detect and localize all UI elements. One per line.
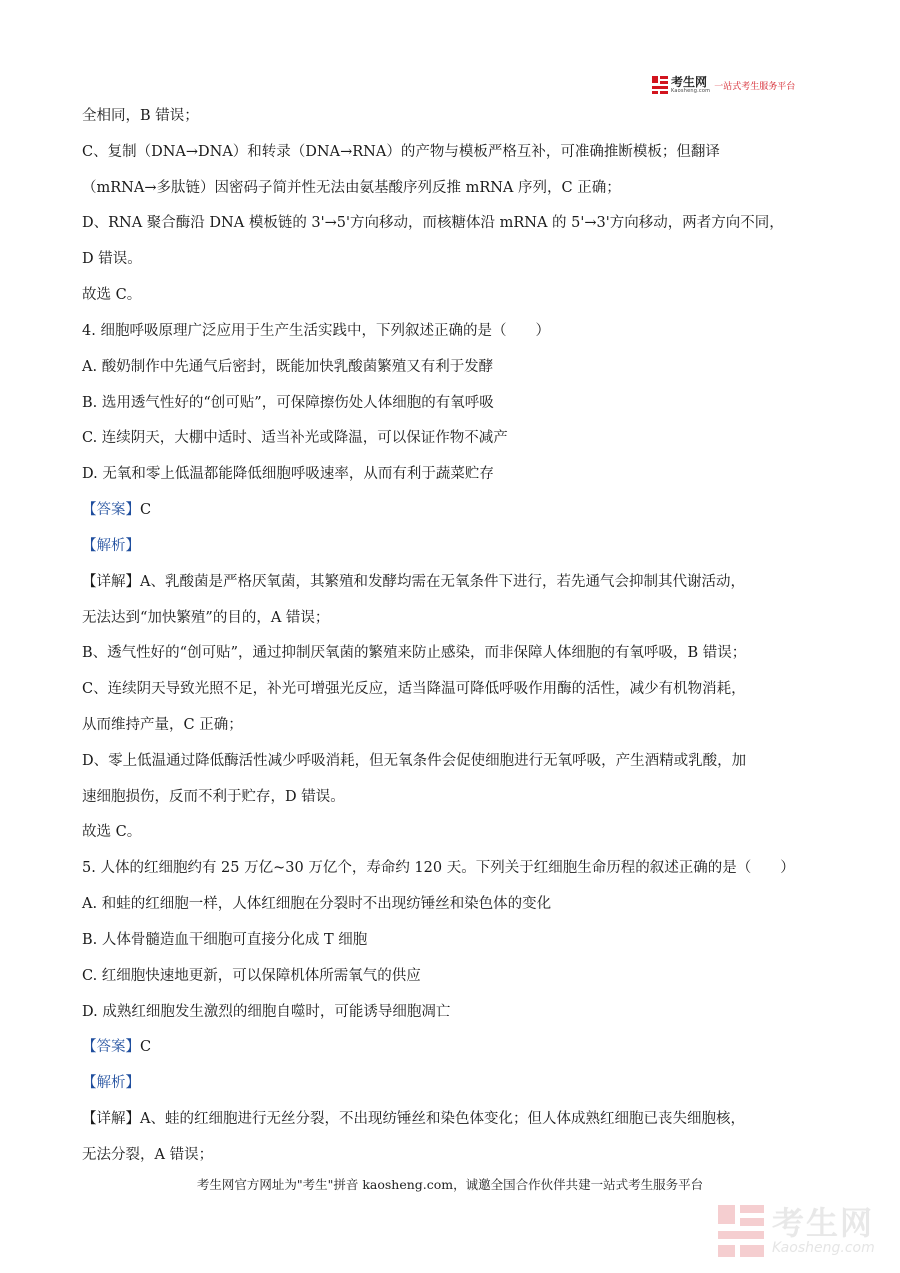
- question-5-option-c: C. 红细胞快速地更新，可以保障机体所需氧气的供应: [82, 968, 421, 984]
- text-line: 无法达到“加快繁殖”的目的，A 错误；: [82, 610, 330, 626]
- answer-value: C: [140, 502, 152, 518]
- detail-text: A、乳酸菌是严格厌氧菌，其繁殖和发酵均需在无氧条件下进行，若先通气会抑制其代谢活动，: [140, 574, 745, 590]
- page-footer: 考生网官方网址为"考生"拼音 kaosheng.com，诚邀全国合作伙伴共建一站式考生服务平台: [196, 1177, 704, 1192]
- question-5-stem: 5. 人体的红细胞约有 25 万亿~30 万亿个，寿命约 120 天。下列关于红细胞生命历程的叙述正确的是（ ）: [82, 860, 795, 876]
- answer-tag: 【答案】: [82, 502, 140, 518]
- question-5-option-a: A. 和蛙的红细胞一样，人体红细胞在分裂时不出现纺锤丝和染色体的变化: [82, 896, 552, 912]
- text-line: 无法分裂，A 错误；: [82, 1147, 214, 1163]
- analysis-line-q5: [82, 1071, 140, 1095]
- question-4-option-a: A. 酸奶制作中先通气后密封，既能加快乳酸菌繁殖又有利于发酵: [82, 359, 494, 375]
- kaosheng-watermark-icon: [718, 1205, 764, 1257]
- kaosheng-logo-icon: [652, 76, 668, 94]
- logo-name: 考生网: [671, 74, 708, 89]
- watermark-name: 考生网: [772, 1204, 875, 1242]
- question-4-option-d: D. 无氧和零上低温都能降低细胞呼吸速率，从而有利于蔬菜贮存: [82, 466, 494, 482]
- text-line: 速细胞损伤，反而不利于贮存，D 错误。: [82, 789, 345, 805]
- question-4-option-c: C. 连续阴天，大棚中适时、适当补光或降温，可以保证作物不减产: [82, 430, 508, 446]
- detail-line-q5: [82, 1107, 745, 1131]
- text-line: （mRNA→多肽链）因密码子简并性无法由氨基酸序列反推 mRNA 序列，C 正确；: [82, 180, 621, 196]
- text-line: D、RNA 聚合酶沿 DNA 模板链的 3'→5'方向移动，而核糖体沿 mRNA 的 5'→3'方向移动，两者方向不同，: [82, 215, 784, 231]
- detail-tag: 【详解】: [82, 574, 140, 590]
- question-4-stem: 4. 细胞呼吸原理广泛应用于生产生活实践中，下列叙述正确的是（ ）: [82, 323, 550, 339]
- answer-line-q4: [82, 498, 151, 522]
- text-line: 故选 C。: [82, 287, 142, 303]
- answer-tag: 【答案】: [82, 1039, 140, 1055]
- analysis-tag: 【解析】: [82, 1075, 140, 1091]
- logo-domain: Kaosheng.com: [671, 87, 711, 94]
- question-5-option-d: D. 成熟红细胞发生激烈的细胞自噬时，可能诱导细胞凋亡: [82, 1004, 451, 1020]
- header-slogan: 一站式考生服务平台: [714, 81, 796, 92]
- watermark: [718, 1205, 875, 1257]
- text-line: C、复制（DNA→DNA）和转录（DNA→RNA）的产物与模板严格互补，可准确推断模板；但翻译: [82, 144, 720, 160]
- detail-text: A、蛙的红细胞进行无丝分裂，不出现纺锤丝和染色体变化；但人体成熟红细胞已丧失细胞核，: [140, 1111, 745, 1127]
- question-4-option-b: B. 选用透气性好的“创可贴”，可保障擦伤处人体细胞的有氧呼吸: [82, 395, 494, 411]
- detail-tag: 【详解】: [82, 1111, 140, 1127]
- analysis-tag: 【解析】: [82, 538, 140, 554]
- answer-value: C: [140, 1039, 152, 1055]
- text-line: B、透气性好的“创可贴”，通过抑制厌氧菌的繁殖来防止感染，而非保障人体细胞的有氧呼吸，B 错误；: [82, 645, 747, 661]
- text-line: 从而维持产量，C 正确；: [82, 717, 243, 733]
- watermark-domain: Kaosheng.com: [772, 1240, 875, 1256]
- header-logo: [652, 74, 795, 96]
- analysis-line-q4: [82, 534, 140, 558]
- question-5-option-b: B. 人体骨髓造血干细胞可直接分化成 T 细胞: [82, 932, 368, 948]
- text-line: 故选 C。: [82, 824, 142, 840]
- detail-line-q4: [82, 570, 745, 594]
- answer-line-q5: [82, 1035, 151, 1059]
- text-line: 全相同，B 错误；: [82, 108, 199, 124]
- text-line: D 错误。: [82, 251, 142, 267]
- text-line: D、零上低温通过降低酶活性减少呼吸消耗，但无氧条件会促使细胞进行无氧呼吸，产生酒精或乳酸，加: [82, 753, 747, 769]
- text-line: C、连续阴天导致光照不足，补光可增强光反应，适当降温可降低呼吸作用酶的活性，减少有机物消耗，: [82, 681, 746, 697]
